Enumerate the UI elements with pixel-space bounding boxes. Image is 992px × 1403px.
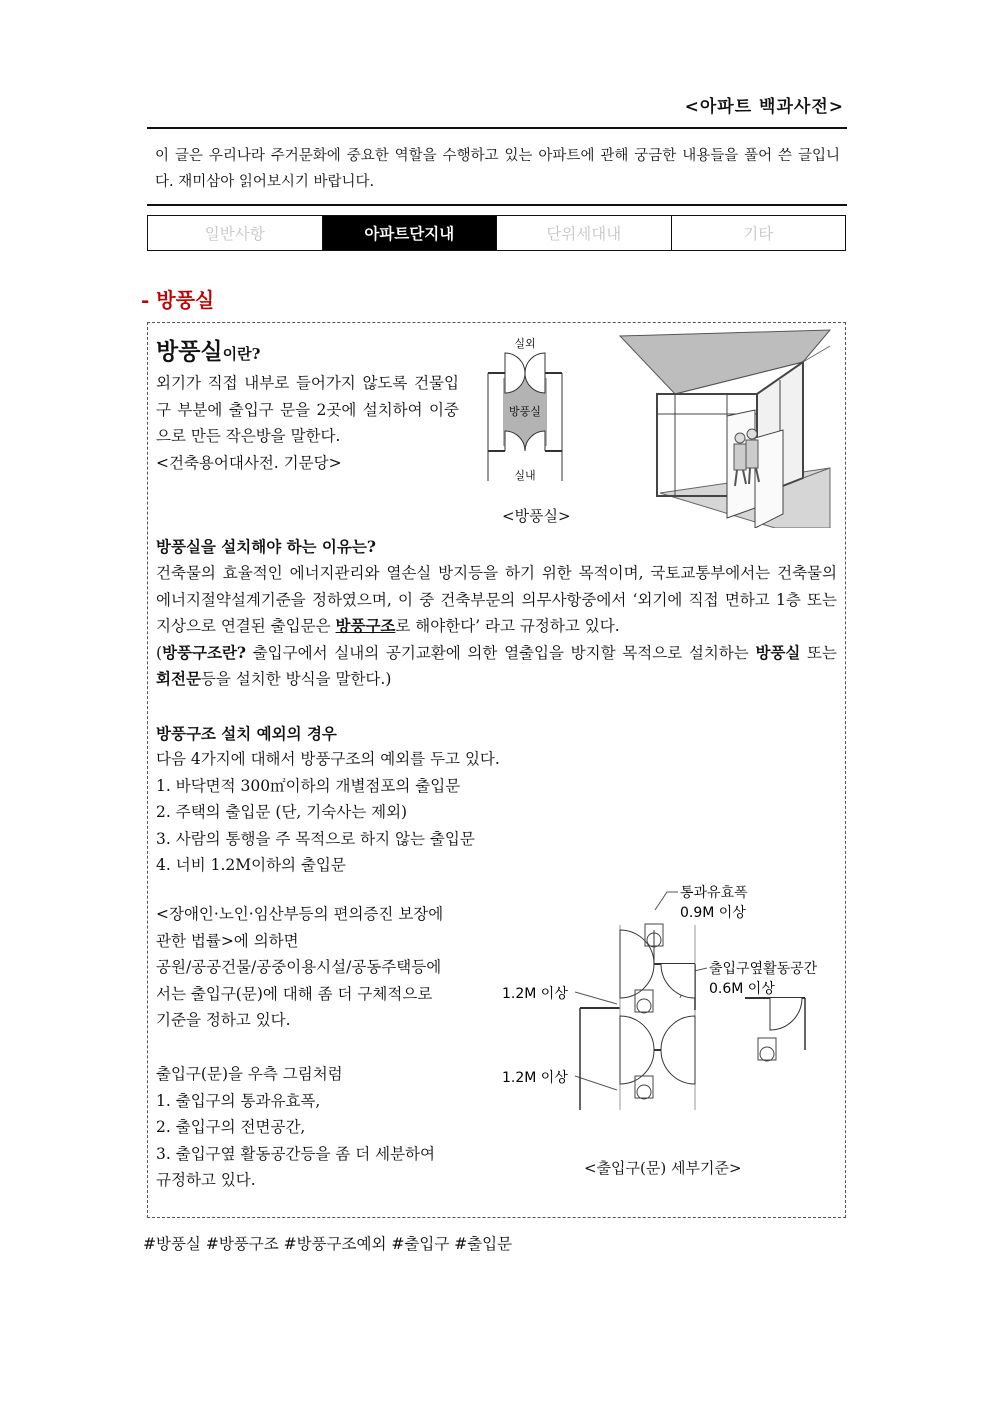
category-tabs [147, 215, 846, 251]
q3-lead: 다음 4가지에 대해서 방풍구조의 예외를 두고 있다. [156, 750, 500, 768]
windbreak-perspective-figure [615, 328, 835, 528]
figure1-caption: <방풍실> [502, 507, 571, 525]
law-paragraph: <장애인·노인·임산부등의 편의증진 보장에 관한 법률>에 의하면 공원/공공건물/공중이용시설/공동주택등에 서는 출입구(문)에 대해 좀 더 구체적으로 기준을 정하고 있다. [156, 905, 444, 1029]
plan-label-room: 방풍실 [509, 405, 541, 418]
intro-text: 이 글은 우리나라 주거문화에 중요한 역할을 수행하고 있는 아파트에 관해 궁금한 내용들을 풀어 쓴 글입니다. 재미삼아 읽어보시기 바랍니다. [155, 148, 840, 190]
label-front-space-1: 1.2M 이상 [502, 986, 568, 1002]
list-item: 3. 출입구옆 활동공간등을 좀 더 세분하여 [156, 1144, 435, 1163]
q1-heading: 방풍실이란? [156, 338, 261, 365]
label-pass-width-value: 0.9M 이상 [680, 905, 746, 921]
list-item: 4. 너비 1.2M이하의 출입문 [156, 856, 346, 874]
tab-general[interactable]: 일반사항 [148, 216, 323, 250]
list-item: 1. 출입구의 통과유효폭, [156, 1091, 321, 1110]
q2-body: 건축물의 효율적인 에너지관리와 열손실 방지등을 하기 위한 목적이며, 국토교통부에서는 건축물의 에너지절약설계기준을 정하였으며, 이 중 건축부문의 의무사항중에서 ‘외기에 직접 면하고 1층 또는 지상으로 연결된 출입문은 방풍구조로 해야한다’ 라고 규정하고 있다. (방풍구조란? 출입구에서 실내의 공기교환에 의한 열출입을 방지할 목적으로 설치하는 방풍실 또는 회전문등을 설치한 방식을 말한다.) [156, 564, 837, 688]
label-side-space: 출입구옆활동공간 [709, 961, 818, 977]
figure2-caption: <출입구(문) 세부기준> [584, 1159, 742, 1177]
top-rule [147, 127, 847, 129]
hashtags: #방풍실 #방풍구조 #방풍구조예외 #출입구 #출입문 [143, 1235, 513, 1253]
label-pass-width: 통과유효폭 [680, 885, 748, 901]
plan-label-outside: 실외 [514, 337, 536, 350]
label-side-space-value: 0.6M 이상 [709, 981, 775, 997]
q3-list [156, 746, 656, 879]
law-detail-list: 출입구(문)을 우측 그림처럼 1. 출입구의 통과유효폭, 2. 출입구의 전면공간, 3. 출입구옆 활동공간등을 좀 더 세분하여 규정하고 있다. [156, 1061, 486, 1194]
q2-heading: 방풍실을 설치해야 하는 이유는? [156, 537, 376, 556]
plan-label-inside: 실내 [514, 469, 536, 482]
document-title: <아파트 백과사전> [684, 97, 844, 117]
list-item: 1. 바닥면적 300㎡이하의 개별점포의 출입문 [156, 776, 461, 795]
list-item: 2. 출입구의 전면공간, [156, 1118, 306, 1136]
list-item: 2. 주택의 출입문 (단, 기숙사는 제외) [156, 803, 408, 821]
door-standard-figure [495, 880, 840, 1120]
q3-heading: 방풍구조 설치 예외의 경우 [156, 724, 337, 743]
section-title: - 방풍실 [141, 288, 215, 312]
intro-rule [147, 204, 847, 206]
label-front-space-2: 1.2M 이상 [502, 1070, 568, 1086]
list-item: 3. 사람의 통행을 주 목적으로 하지 않는 출입문 [156, 829, 475, 848]
q1-definition: 외기가 직접 내부로 들어가지 않도록 건물입구 부분에 출입구 문을 2곳에 설치하여 이중으로 만든 작은방을 말한다. <건축용어대사전. 기문당> [156, 374, 459, 472]
tab-complex[interactable]: 아파트단지내 [323, 216, 498, 250]
tab-unit[interactable]: 단위세대내 [497, 216, 672, 250]
tab-etc[interactable]: 기타 [743, 225, 774, 243]
windbreak-plan-figure [485, 333, 565, 485]
